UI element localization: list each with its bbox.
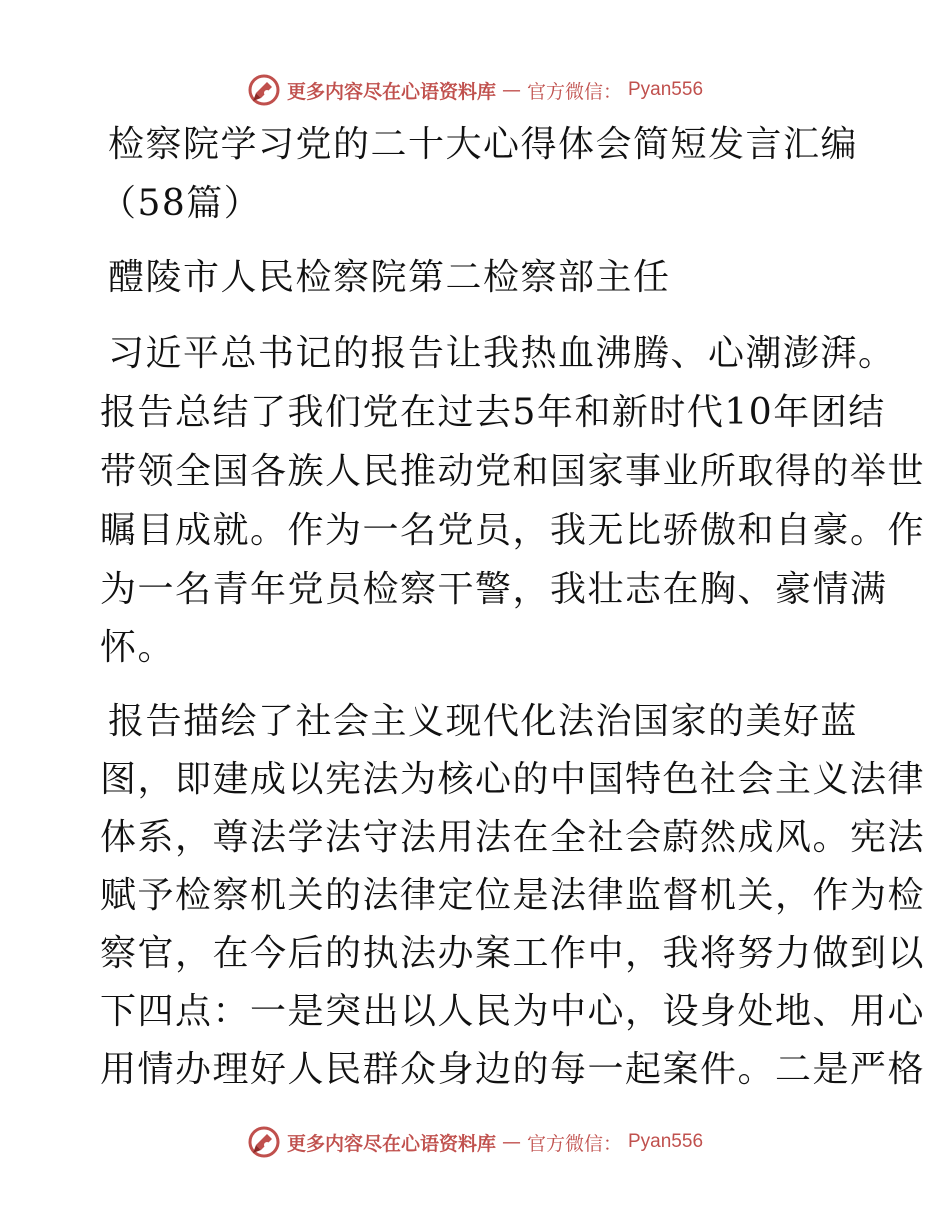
book-pen-logo-icon (247, 73, 281, 107)
watermark-account: Pyan556 (628, 1131, 704, 1152)
paragraph-line: 怀。 (100, 627, 176, 668)
watermark-account: Pyan556 (628, 79, 704, 100)
paragraph-line: 体系，尊法学法守法用法在全社会蔚然成风。宪法 (100, 817, 926, 858)
watermark-header (0, 70, 950, 110)
watermark-separator: — (501, 79, 521, 101)
book-pen-logo-icon (247, 1125, 281, 1159)
paragraph-line: 察官，在今后的执法办案工作中，我将努力做到以 (100, 933, 926, 974)
paragraph-line: 报告总结了我们党在过去5年和新时代10年团结 (100, 392, 886, 433)
document-title-line-1: 检察院学习党的二十大心得体会简短发言汇编 (108, 124, 859, 165)
watermark-label: 官方微信： (526, 1132, 622, 1155)
document-title-line-2: （58篇） (100, 183, 262, 224)
paragraph-line: 习近平总书记的报告让我热血沸腾、心潮澎湃。 (108, 333, 896, 374)
paragraph-line: 报告描绘了社会主义现代化法治国家的美好蓝 (108, 701, 859, 742)
paragraph-line: 图，即建成以宪法为核心的中国特色社会主义法律 (100, 759, 926, 800)
paragraph-line: 用情办理好人民群众身边的每一起案件。二是严格 (100, 1049, 926, 1090)
paragraph-line: 为一名青年党员检察干警，我壮志在胸、豪情满 (100, 569, 888, 610)
paragraph-line: 带领全国各族人民推动党和国家事业所取得的举世 (100, 451, 926, 492)
watermark-footer (0, 1122, 950, 1162)
watermark-separator: — (501, 1131, 521, 1153)
watermark-label: 官方微信： (526, 80, 622, 103)
paragraph-line: 瞩目成就。作为一名党员，我无比骄傲和自豪。作 (100, 510, 926, 551)
paragraph-line: 赋予检察机关的法律定位是法律监督机关，作为检 (100, 875, 926, 916)
watermark-brand: 更多内容尽在心语资料库 (286, 80, 496, 103)
paragraph-line: 下四点：一是突出以人民为中心，设身处地、用心 (100, 991, 926, 1032)
watermark-brand: 更多内容尽在心语资料库 (286, 1132, 496, 1155)
author-line: 醴陵市人民检察院第二检察部主任 (108, 257, 671, 298)
